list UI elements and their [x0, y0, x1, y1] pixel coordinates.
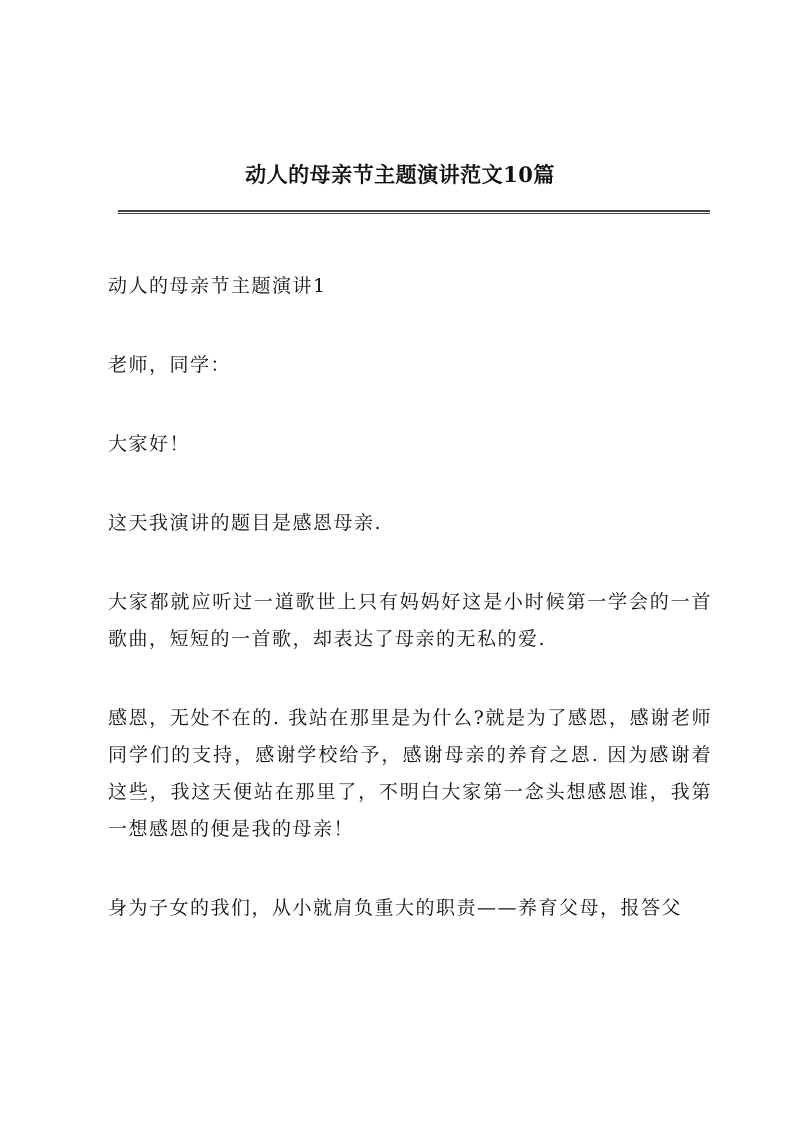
section-heading: 动人的母亲节主题演讲1	[108, 275, 327, 297]
greeting: 大家好！	[108, 433, 191, 455]
document-body	[108, 268, 712, 969]
paragraph: 身为子女的我们，从小就肩负重大的职责——养育父母，报答父	[108, 897, 683, 919]
title-divider	[118, 210, 710, 214]
paragraph: 这天我演讲的题目是感恩母亲.	[108, 512, 383, 534]
paragraph: 感恩，无处不在的. 我站在那里是为什么?就是为了感恩，感谢老师同学们的支持，感谢学校给予，感谢母亲的养育之恩. 因为感谢着这些，我这天便站在那里了，不明白大家第一念头想感恩谁，我第一想感恩的便是我的母亲！	[108, 707, 712, 840]
paragraph: 大家都就应听过一道歌世上只有妈妈好这是小时候第一学会的一首歌曲，短短的一首歌，却表达了母亲的无私的爱.	[108, 591, 712, 650]
salutation: 老师，同学：	[108, 354, 232, 376]
document-title: 动人的母亲节主题演讲范文10篇	[245, 162, 555, 187]
